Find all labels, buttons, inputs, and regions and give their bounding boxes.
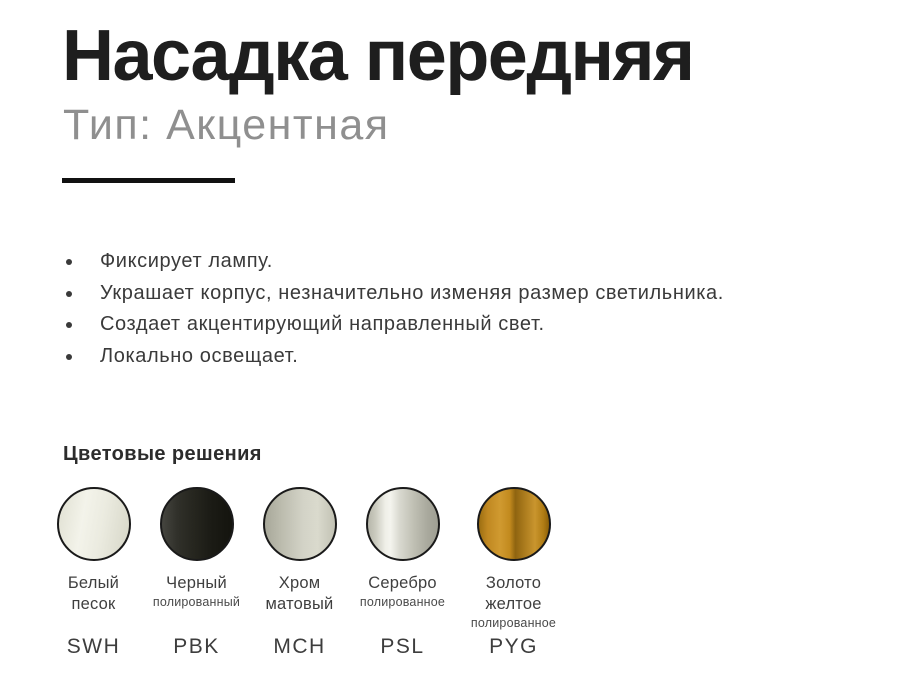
- page-title: Насадка передняя: [62, 16, 694, 96]
- swatch-row: [42, 487, 565, 667]
- color-swatch-pyg: [477, 487, 551, 561]
- swatch-column-chrome-matte: [248, 487, 351, 667]
- feature-item: [63, 341, 823, 373]
- bullet-dot: [66, 354, 72, 360]
- color-swatch-pbk: [160, 487, 234, 561]
- divider-rule: [62, 178, 235, 183]
- swatch-name: желтое: [485, 595, 542, 613]
- color-swatch-swh: [57, 487, 131, 561]
- feature-list: [63, 246, 823, 373]
- swatch-name: матовый: [265, 595, 334, 613]
- finish-code: PBK: [173, 635, 220, 658]
- feature-item: [63, 278, 823, 310]
- bullet-dot: [66, 322, 72, 328]
- swatch-labels: [351, 573, 454, 611]
- color-swatch-psl: [366, 487, 440, 561]
- swatch-name: Серебро: [368, 574, 437, 592]
- feature-text: Локально освещает.: [100, 345, 299, 368]
- swatch-column-white-sand: [42, 487, 145, 667]
- finish-code: PYG: [489, 635, 538, 658]
- swatch-column-black-polished: [145, 487, 248, 667]
- swatch-labels: [145, 573, 248, 611]
- swatch-name: Черный: [166, 574, 227, 592]
- swatch-name: Белый: [67, 574, 120, 592]
- bullet-dot: [66, 291, 72, 297]
- swatch-column-silver-polished: [351, 487, 454, 667]
- finish-code: SWH: [66, 635, 121, 658]
- swatch-name-small: полированное: [470, 616, 557, 630]
- swatch-labels: [42, 573, 145, 615]
- swatch-labels: [462, 573, 565, 632]
- finish-code: PSL: [380, 635, 425, 658]
- swatch-name-small: полированное: [359, 595, 446, 609]
- swatch-name: Хром: [278, 574, 321, 592]
- finish-code: MCH: [273, 635, 326, 658]
- swatch-labels: [248, 573, 351, 615]
- bullet-dot: [66, 259, 72, 265]
- page-subtitle: Тип: Акцентная: [63, 101, 390, 149]
- feature-text: Фиксирует лампу.: [100, 250, 273, 272]
- swatch-name-small: полированный: [152, 595, 241, 609]
- feature-text: Создает акцентирующий направленный свет.: [100, 313, 545, 336]
- feature-item: [63, 246, 823, 278]
- swatch-name: Золото: [485, 574, 542, 592]
- swatch-name: песок: [71, 595, 116, 613]
- feature-text: Украшает корпус, незначительно изменяя размер светильника.: [100, 281, 724, 304]
- color-swatch-mch: [263, 487, 337, 561]
- feature-item: [63, 309, 823, 341]
- colors-section-title: Цветовые решения: [63, 443, 262, 465]
- swatch-column-gold-yellow: [462, 487, 565, 667]
